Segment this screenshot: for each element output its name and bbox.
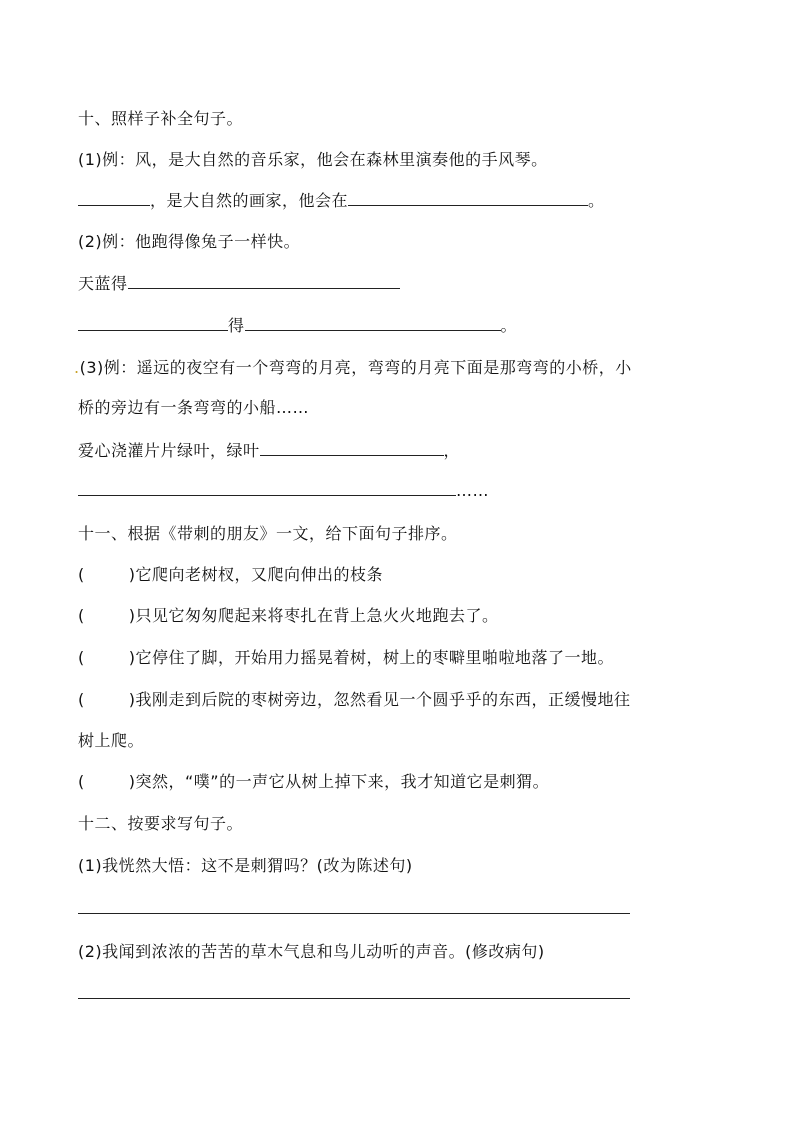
exercise-1-text: ，是大自然的画家，他会在: [150, 191, 349, 210]
answer-blank[interactable]: [260, 441, 444, 456]
answer-blank[interactable]: [78, 316, 228, 331]
answer-blank[interactable]: [78, 899, 630, 914]
exercise-3a-text: 爱心浇灌片片绿叶，绿叶: [78, 441, 260, 460]
paren-close: ): [128, 772, 136, 791]
example-3-cont: 桥的旁边有一条弯弯的小船……: [78, 398, 310, 417]
answer-blank[interactable]: [348, 191, 588, 206]
paren-open: (: [78, 648, 85, 667]
exercise-1-row: [78, 190, 605, 212]
order-item-cont: 树上爬。: [78, 731, 145, 750]
section-10-title: 十、照样子补全句子。: [78, 109, 244, 128]
answer-blank[interactable]: [128, 274, 400, 289]
ellipsis: ……: [456, 481, 489, 500]
order-item: [78, 771, 549, 793]
order-item: [78, 605, 499, 627]
paren-open: (: [78, 690, 85, 709]
example-2: (2)例：他跑得像兔子一样快。: [78, 232, 301, 251]
paren-close: ): [128, 690, 136, 709]
example-3: [74, 357, 632, 379]
question-1: (1)我恍然大悟：这不是刺猬吗？(改为陈述句): [78, 856, 413, 875]
comma: ，: [443, 441, 461, 460]
answer-blank[interactable]: [78, 191, 150, 206]
exercise-2b-text: 得: [228, 316, 245, 335]
question-2: (2)我闻到浓浓的苦苦的草木气息和鸟儿动听的声音。(修改病句): [78, 942, 545, 961]
answer-blank[interactable]: [245, 316, 501, 331]
paren-close: ): [128, 648, 136, 667]
example-1: (1)例：风，是大自然的音乐家，他会在森林里演奏他的手风琴。: [78, 150, 548, 169]
paren-open: (: [78, 606, 85, 625]
order-item-text: 只见它匆匆爬起来将枣扎在背上急火火地跑去了。: [135, 606, 499, 625]
marker-dot: .: [74, 358, 80, 377]
exercise-2b-row: [78, 315, 517, 337]
paren-close: ): [128, 565, 136, 584]
answer-blank[interactable]: [78, 984, 630, 999]
period: 。: [500, 316, 518, 335]
order-item-text: 它爬向老树杈，又爬向伸出的枝条: [135, 565, 384, 584]
order-item: [78, 689, 631, 711]
answer-blank[interactable]: [78, 481, 456, 496]
order-item: [78, 647, 614, 669]
exercise-2a-text: 天蓝得: [78, 274, 128, 293]
exercise-3b-row: [78, 480, 489, 502]
exercise-2a-row: [78, 273, 400, 295]
period: 。: [588, 191, 605, 210]
paren-open: (: [78, 565, 85, 584]
order-item: [78, 564, 383, 586]
section-12-title: 十二、按要求写句子。: [78, 814, 244, 833]
answer-line-1: [78, 898, 630, 920]
order-item-text: 突然，“噗”的一声它从树上掉下来，我才知道它是刺猬。: [135, 772, 550, 791]
example-3-text: (3)例：遥远的夜空有一个弯弯的月亮，弯弯的月亮下面是那弯弯的小桥，小: [79, 358, 632, 377]
order-item-text: 我刚走到后院的枣树旁边，忽然看见一个圆乎乎的东西，正缓慢地往: [135, 690, 631, 709]
order-item-text: 它停住了脚，开始用力摇晃着树，树上的枣噼里啪啦地落了一地。: [135, 648, 615, 667]
paren-close: ): [128, 606, 136, 625]
answer-line-2: [78, 983, 630, 1005]
exercise-3a-row: [78, 440, 460, 462]
paren-open: (: [78, 772, 85, 791]
section-11-title: 十一、根据《带刺的朋友》一文，给下面句子排序。: [78, 524, 458, 543]
